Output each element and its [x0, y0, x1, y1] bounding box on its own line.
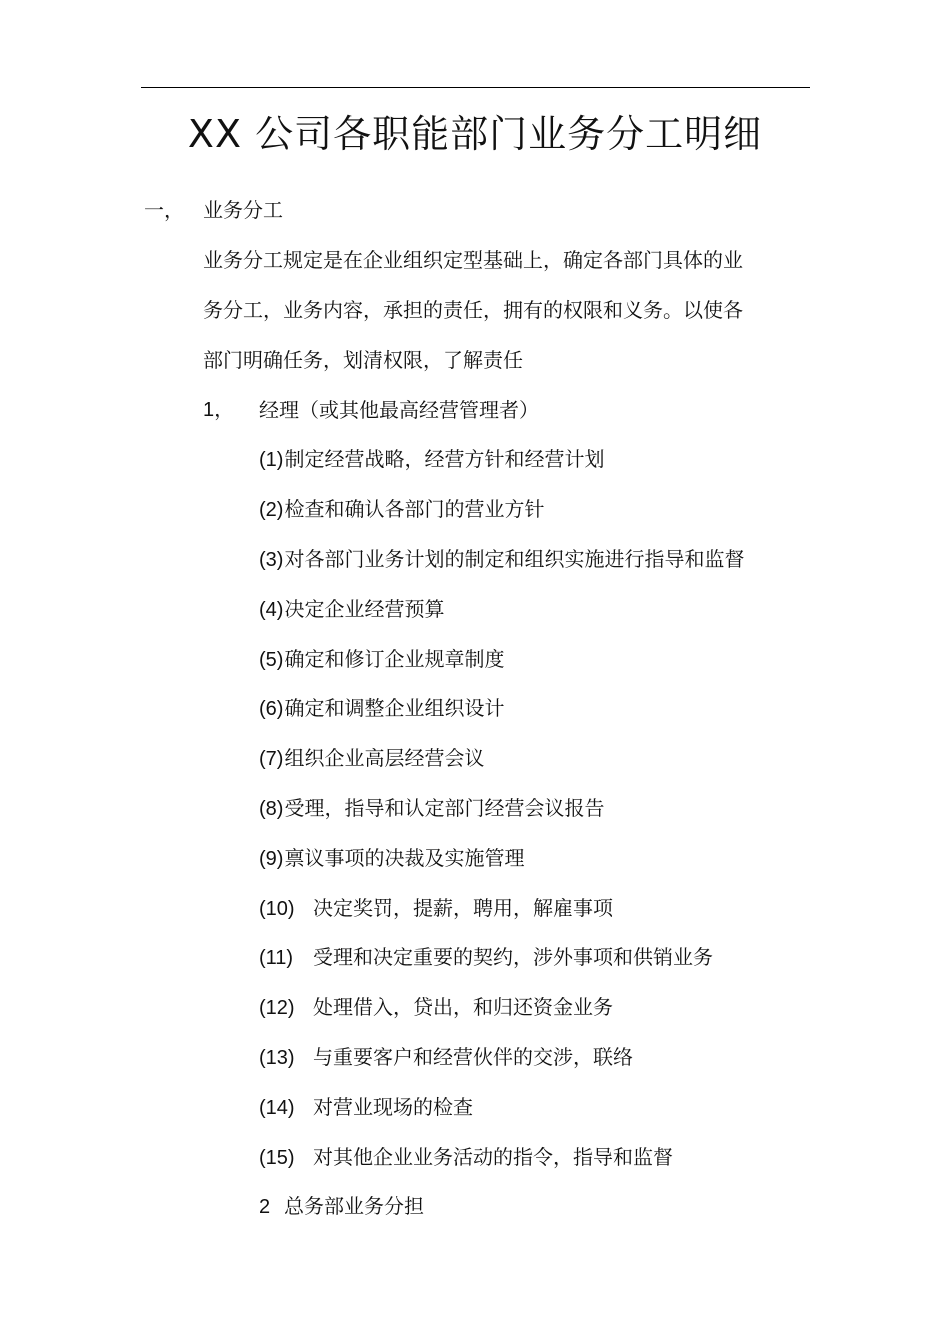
list-item — [259, 942, 713, 973]
list-item-text: 对各部门业务计划的制定和组织实施进行指导和监督 — [284, 547, 745, 571]
list-item-text: 与重要客户和经营伙伴的交涉，联络 — [313, 1045, 633, 1069]
list-item — [259, 1042, 633, 1073]
list-item-text: 检查和确认各部门的营业方针 — [284, 497, 545, 521]
item-title: 总务部业务分担 — [284, 1194, 424, 1218]
list-item-number: (13) — [259, 1047, 295, 1069]
list-item-text: 对其他企业业务活动的指令，指导和监督 — [313, 1145, 673, 1169]
header-rule — [141, 87, 810, 88]
list-item-number: (2) — [259, 499, 284, 521]
list-item — [259, 843, 524, 874]
list-item-number: (8) — [259, 798, 284, 820]
list-item — [259, 594, 444, 625]
list-item — [259, 992, 613, 1023]
list-item-number: (11) — [259, 947, 294, 969]
item-title: 经理（或其他最高经营管理者） — [259, 398, 539, 422]
list-item-text: 受理和决定重要的契约，涉外事项和供销业务 — [313, 945, 713, 969]
list-item — [259, 444, 604, 475]
list-item — [259, 544, 744, 575]
list-item-number: (9) — [259, 848, 284, 870]
list-item-text: 确定和修订企业规章制度 — [284, 647, 505, 671]
list-item-text: 决定奖罚，提薪，聘用，解雇事项 — [313, 896, 613, 920]
paragraph-line: 部门明确任务，划清权限，了解责任 — [203, 348, 523, 372]
list-item-number: (5) — [259, 649, 284, 671]
document-title: XX 公司各职能部门业务分工明细 — [187, 112, 763, 156]
list-item-text: 禀议事项的决裁及实施管理 — [284, 846, 525, 870]
list-item — [259, 793, 604, 824]
list-item — [259, 1142, 673, 1173]
section-number: 一， — [144, 198, 184, 222]
list-item-number: (3) — [259, 549, 284, 571]
list-item-text: 制定经营战略，经营方针和经营计划 — [284, 447, 605, 471]
list-item-number: (15) — [259, 1147, 295, 1169]
list-item-number: (12) — [259, 997, 295, 1019]
list-item-text: 组织企业高层经营会议 — [284, 746, 485, 770]
item-number: 1， — [203, 399, 235, 421]
list-item-number: (7) — [259, 748, 284, 770]
list-item-number: (4) — [259, 599, 284, 621]
list-item-text: 受理，指导和认定部门经营会议报告 — [284, 796, 605, 820]
list-item-text: 决定企业经营预算 — [284, 597, 445, 621]
list-item-number: (6) — [259, 698, 284, 720]
item-heading — [259, 1191, 424, 1222]
list-item — [259, 693, 504, 724]
list-item-number: (14) — [259, 1097, 295, 1119]
list-item-number: (10) — [259, 898, 295, 920]
paragraph-line: 务分工，业务内容，承担的责任，拥有的权限和义务。以使各 — [203, 298, 743, 322]
section-title: 业务分工 — [203, 198, 283, 222]
paragraph-line: 业务分工规定是在企业组织定型基础上，确定各部门具体的业 — [203, 248, 743, 272]
list-item — [259, 1092, 473, 1123]
list-item — [259, 743, 484, 774]
list-item-text: 对营业现场的检查 — [313, 1095, 473, 1119]
list-item — [259, 494, 544, 525]
list-item-number: (1) — [259, 449, 284, 471]
item-number: 2 — [259, 1196, 271, 1218]
list-item — [259, 893, 613, 924]
list-item — [259, 644, 504, 675]
list-item-text: 处理借入，贷出，和归还资金业务 — [313, 995, 613, 1019]
list-item-text: 确定和调整企业组织设计 — [284, 696, 505, 720]
